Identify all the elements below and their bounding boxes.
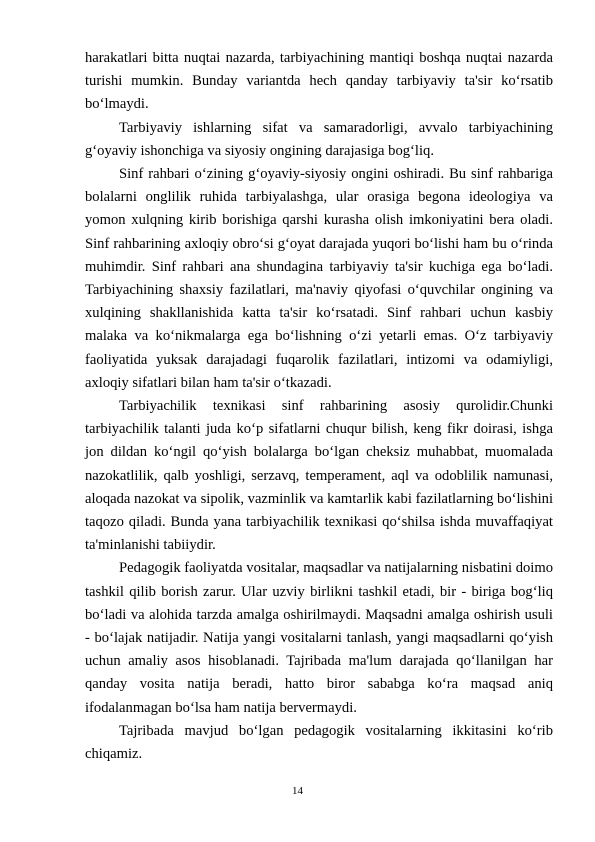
paragraph-3: Sinf rahbari o‘zining g‘oyaviy-siyosiy ongini oshiradi. Bu sinf rahbariga bolalarni onglilik ruhida tarbiyalashga, ular orasiga begona ideologiya va yomon xulqning kirib borishiga qarshi kurasha olish imkoniyatini bera oladi. Sinf rahbarining axloqiy obro‘si g‘oyat darajada yuqori bo‘lishi ham bu o‘rinda muhimdir. Sinf rahbari ana shundagina tarbiyaviy ta'sir kuchiga ega bo‘ladi. Tarbiyachining shaxsiy fazilatlari, ma'naviy qiyofasi o‘quvchilar ongining va xulqining shakllanishida katta ta'sir ko‘rsatadi. Sinf rahbari uchun kasbiy malaka va ko‘nikmalarga ega bo‘lishning o‘zi yetarli emas. O‘z tarbiyaviy faoliyatida yuksak darajadagi fuqarolik fazilatlari, intizomi va odamiyligi, axloqiy sifatlari bilan ham ta'sir o‘tkazadi. bbox=[85, 166, 553, 391]
document-body bbox=[85, 47, 553, 766]
paragraph-2: Tarbiyaviy ishlarning sifat va samaradorligi, avvalo tarbiyachining g‘oyaviy ishonchiga va siyosiy ongining darajasiga bog‘liq. bbox=[85, 119, 553, 159]
paragraph-1: harakatlari bitta nuqtai nazarda, tarbiyachining mantiqi boshqa nuqtai nazarda turishi mumkin. Bunday variantda hech qanday tarbiyaviy ta'sir ko‘rsatib bo‘lmaydi. bbox=[85, 50, 553, 113]
paragraph-5: Pedagogik faoliyatda vositalar, maqsadlar va natijalarning nisbatini doimo tashkil qilib borish zarur. Ular uzviy birlikni tashkil etadi, bir - biriga bog‘liq bo‘ladi va alohida tarzda amalga oshirilmaydi. Maqsadni amalga oshirish usuli - bo‘lajak natijadir. Natija yangi vositalarni tanlash, yangi maqsadlarni qo‘yish uchun amaliy asos hisoblanadi. Tajribada ma'lum darajada qo‘llanilgan har qanday vosita natija beradi, hatto biror sababga ko‘ra maqsad aniq ifodalanmagan bo‘lsa ham natija bervermaydi. bbox=[85, 560, 553, 716]
page-number: 14 bbox=[292, 785, 303, 797]
paragraph-6: Tajribada mavjud bo‘lgan pedagogik vositalarning ikkitasini ko‘rib chiqamiz. bbox=[85, 722, 553, 763]
paragraph-4: Tarbiyachilik texnikasi sinf rahbarining asosiy qurolidir.Chunki tarbiyachilik talanti juda ko‘p sifatlarni chuqur bilish, keng fikr doirasi, ishga jon dildan ko‘ngil qo‘yish bolalarga bo‘lgan cheksiz muhabbat, muomalada nazokatlilik, qalb yoshligi, serzavq, temperament, aql va odoblilik namunasi, aloqada nazokat va sipolik, vazminlik va kamtarlik kabi fazilatlarning bo‘lishini taqozo qiladi. Bunda yana tarbiyachilik texnikasi qo‘shilsa ishda muvaffaqiyat ta'minlanishi tabiiydir. bbox=[85, 398, 553, 554]
